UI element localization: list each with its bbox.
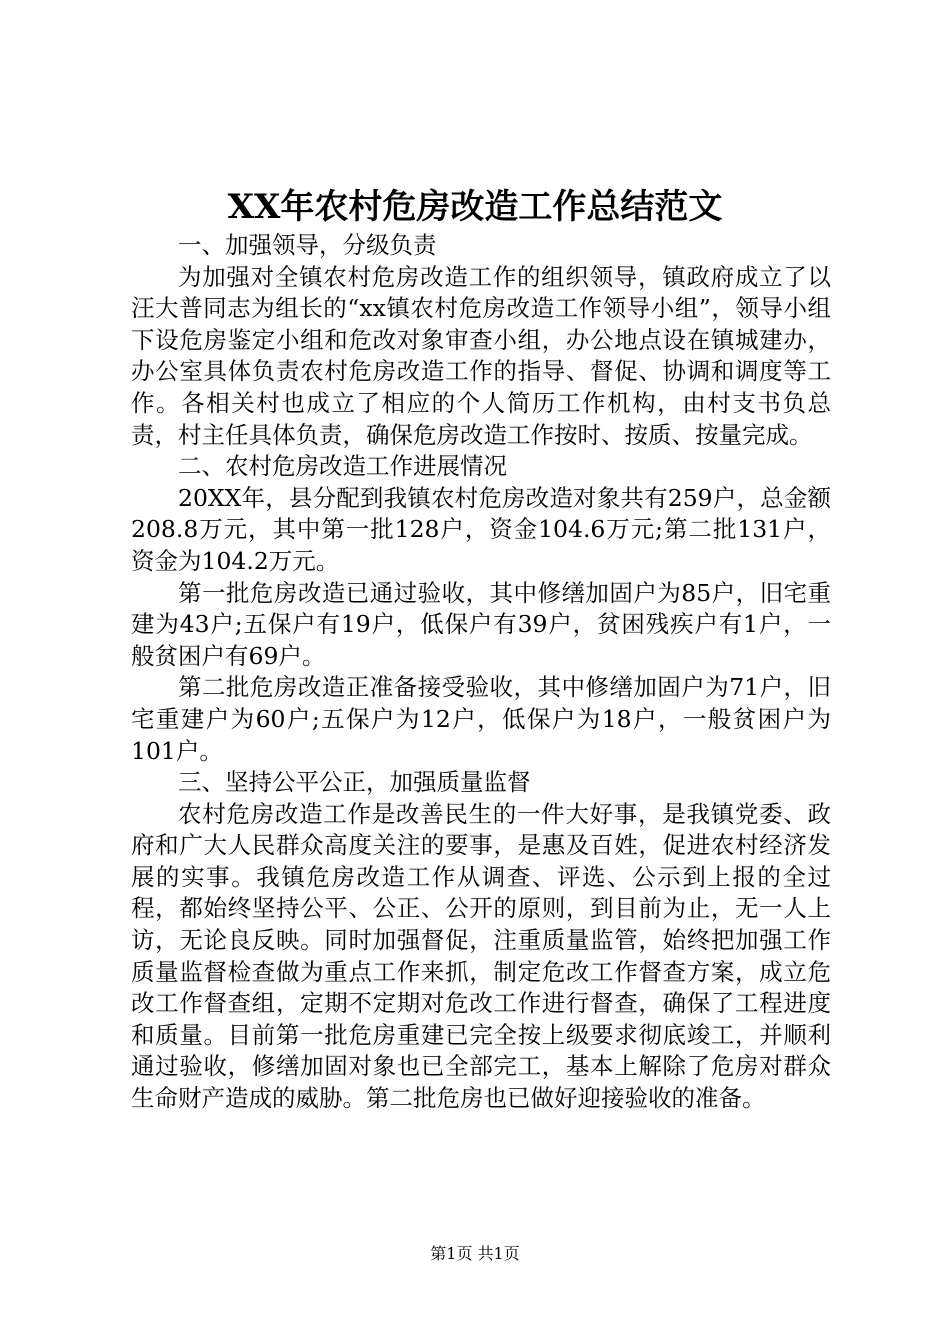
section-heading-1: 一、加强领导，分级负责 (178, 231, 437, 259)
section-heading-2: 二、农村危房改造工作进展情况 (178, 452, 507, 481)
document-body (131, 230, 831, 1115)
page-number-footer: 第1页 共1页 (430, 1244, 520, 1263)
paragraph-second-batch: 第二批危房改造正准备接受验收，其中修缮加固户为71户，旧宅重建户为60户;五保户为12户，低保户为18户，一般贫困户为101户。 (131, 673, 831, 765)
paragraph-supervision: 农村危房改造工作是改善民生的一件大好事，是我镇党委、政府和广大人民群众高度关注的要事，是惠及百姓，促进农村经济发展的实事。我镇危房改造工作从调查、评选、公示到上报的全过程，都始终坚持公平、公正、公开的原则，到目前为止，无一人上访，无论良反映。同时加强督促，注重质量监管，始终把加强工作质量监督检查做为重点工作来抓，制定危改工作督查方案，成立危改工作督查组，定期不定期对危改工作进行督查，确保了工程进度和质量。目前第一批危房重建已完全按上级要求彻底竣工，并顺利通过验收，修缮加固对象也已全部完工，基本上解除了危房对群众生命财产造成的威胁。第二批危房也已做好迎接验收的准备。 (131, 799, 831, 1113)
paragraph-allocation: 20XX年，县分配到我镇农村危房改造对象共有259户，总金额208.8万元，其中第一批128户，资金104.6万元;第二批131户，资金为104.2万元。 (131, 483, 831, 575)
section-heading-3: 三、坚持公平公正，加强质量监督 (178, 768, 531, 797)
document-title: XX年农村危房改造工作总结范文 (227, 187, 723, 227)
paragraph-first-batch: 第一批危房改造已通过验收，其中修缮加固户为85户，旧宅重建为43户;五保户有19户，低保户有39户，贫困残疾户有1户，一般贫困户有69户。 (131, 578, 831, 670)
paragraph-leadership: 为加强对全镇农村危房改造工作的组织领导，镇政府成立了以汪大普同志为组长的“xx镇农村危房改造工作领导小组”，领导小组下设危房鉴定小组和危改对象审查小组，办公地点设在镇城建办，办公室具体负责农村危房改造工作的指导、督促、协调和调度等工作。各相关村也成立了相应的个人简历工作机构，由村支书负总责，村主任具体负责，确保危房改造工作按时、按质、按量完成。 (131, 262, 831, 449)
